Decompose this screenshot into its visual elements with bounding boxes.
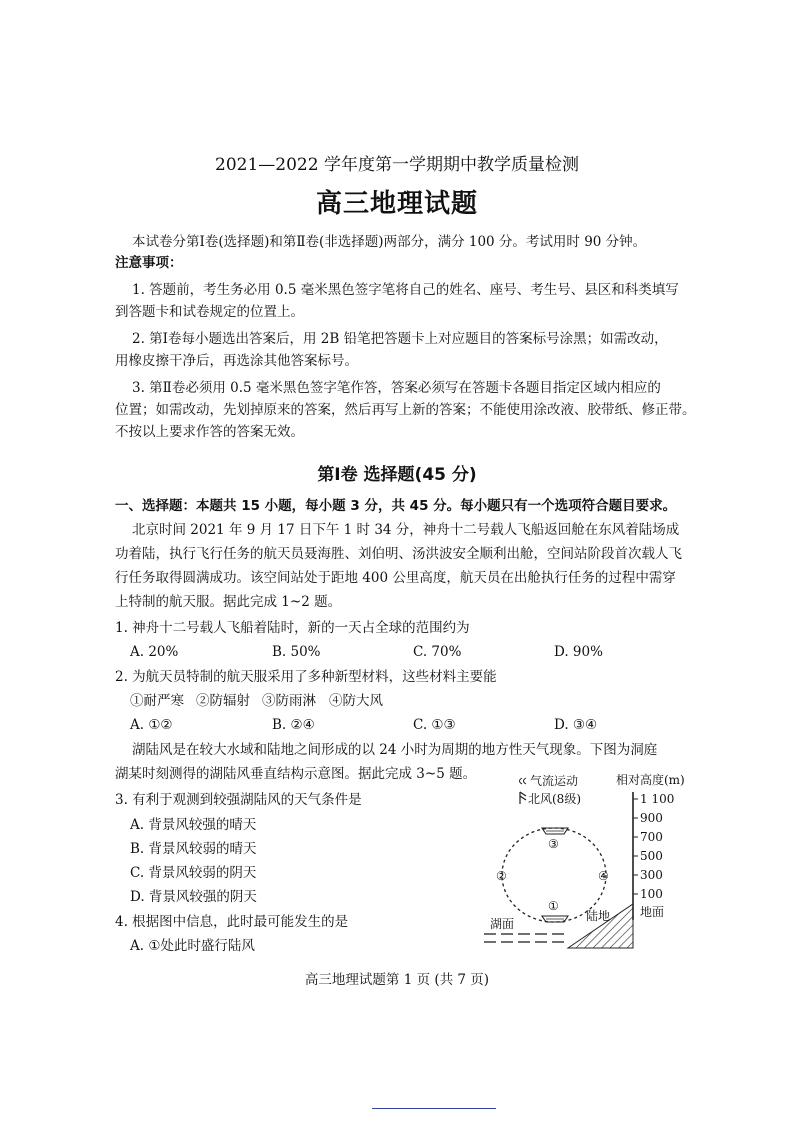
q2-item-4: ④防大风 bbox=[329, 693, 383, 709]
question-1-stem: 1. 神舟十二号载人飞船着陆时，新的一天占全球的范围约为 bbox=[115, 620, 470, 636]
notice-item-1-line-2: 到答题卡和试卷规定的位置上。 bbox=[115, 304, 304, 320]
bottom-link-underline bbox=[372, 1108, 496, 1109]
q2-item-1: ①耐严寒 bbox=[130, 693, 184, 709]
q2-option-c: C. ①③ bbox=[413, 717, 456, 733]
q4-option-a: A. ①处此时盛行陆风 bbox=[130, 938, 255, 954]
tick-label-1100: 1 100 bbox=[640, 792, 675, 806]
tick-label-300: 300 bbox=[640, 868, 663, 882]
q2-item-3: ③防雨淋 bbox=[262, 693, 316, 709]
page-title: 高三地理试题 bbox=[315, 189, 478, 219]
point-2-label: ② bbox=[496, 869, 507, 883]
q2-option-d: D. ③④ bbox=[554, 717, 598, 733]
lake-surface bbox=[484, 934, 564, 942]
q1-option-b: B. 50% bbox=[272, 644, 321, 660]
notice-item-3-line-1: 3. 第Ⅱ卷必须用 0.5 毫米黑色签字笔作答，答案必须写在答题卡各题目指定区域内相应的 bbox=[132, 380, 661, 396]
q2-option-b: B. ②④ bbox=[272, 717, 315, 733]
question-4-stem: 4. 根据图中信息，此时最可能发生的是 bbox=[115, 914, 349, 930]
notice-item-3-line-2: 位置；如需改动，先划掉原来的答案，然后再写上新的答案；不能使用涂改液、胶带纸、修正带。 bbox=[115, 402, 696, 418]
page-footer: 高三地理试题第 1 页 (共 7 页) bbox=[304, 972, 490, 988]
notice-item-2-line-2: 用橡皮擦干净后，再选涂其他答案标号。 bbox=[115, 353, 358, 369]
exam-subtitle: 2021—2022 学年度第一学期期中教学质量检测 bbox=[215, 155, 579, 175]
q3-option-b: B. 背景风较弱的晴天 bbox=[130, 841, 257, 857]
passage1-line-2: 功着陆，执行飞行任务的航天员聂海胜、刘伯明、汤洪波安全顺利出舱，空间站阶段首次载人飞 bbox=[115, 546, 682, 562]
q2-item-2: ②防辐射 bbox=[196, 693, 250, 709]
land-label: 陆地 bbox=[586, 909, 611, 923]
legend-airflow-icon bbox=[520, 778, 527, 784]
tick-label-500: 500 bbox=[640, 849, 663, 863]
point-3-label: ③ bbox=[548, 837, 559, 851]
part1-heading: 一、选择题：本题共 15 小题，每小题 3 分，共 45 分。每小题只有一个选项符合题目要求。 bbox=[115, 498, 677, 514]
passage1-line-4: 上特制的航天服。据此完成 1~2 题。 bbox=[115, 594, 342, 610]
passage1-line-1: 北京时间 2021 年 9 月 17 日下午 1 时 34 分，神舟十二号载人飞船返回舱在东风着陆场成 bbox=[132, 522, 680, 538]
intro-text: 本试卷分第Ⅰ卷(选择题)和第Ⅱ卷(非选择题)两部分，满分 100 分。考试用时 90 分钟。 bbox=[132, 234, 647, 250]
notice-item-3-line-3: 不按以上要求作答的答案无效。 bbox=[115, 424, 304, 440]
axis-title: 相对高度(m) bbox=[616, 773, 685, 787]
passage2-line-1: 湖陆风是在较大水域和陆地之间形成的以 24 小时为周期的地方性天气现象。下图为洞庭 bbox=[132, 742, 658, 758]
question-3-stem: 3. 有利于观测到较强湖陆风的天气条件是 bbox=[115, 792, 362, 808]
notice-heading: 注意事项： bbox=[115, 255, 183, 271]
legend-north-wind-label: 北风(8级) bbox=[528, 792, 581, 806]
notice-item-1-line-1: 1. 答题前，考生务必用 0.5 毫米黑色签字笔将自己的姓名、座号、考生号、县区和科类填写 bbox=[132, 282, 679, 298]
point-1-label: ① bbox=[548, 899, 559, 913]
legend-airflow-label: 气流运动 bbox=[530, 774, 579, 788]
q1-option-a: A. 20% bbox=[130, 644, 179, 660]
notice-item-2-line-1: 2. 第Ⅰ卷每小题选出答案后，用 2B 铅笔把答题卡上对应题目的答案标号涂黑；如需改动， bbox=[132, 331, 668, 347]
lake-land-breeze-diagram bbox=[482, 770, 702, 955]
q1-option-c: C. 70% bbox=[413, 644, 462, 660]
q1-option-d: D. 90% bbox=[554, 644, 603, 660]
tick-label-700: 700 bbox=[640, 830, 663, 844]
q3-option-d: D. 背景风较强的阴天 bbox=[130, 889, 257, 905]
section-title: 第Ⅰ卷 选择题(45 分) bbox=[317, 465, 477, 485]
q3-option-a: A. 背景风较强的晴天 bbox=[130, 817, 257, 833]
point-4-label: ④ bbox=[598, 869, 609, 883]
question-2-stem: 2. 为航天员特制的航天服采用了多种新型材料，这些材料主要能 bbox=[115, 669, 497, 685]
lake-label: 湖面 bbox=[490, 917, 515, 931]
ground-label: 地面 bbox=[640, 905, 665, 919]
passage1-line-3: 行任务取得圆满成功。该空间站处于距地 400 公里高度，航天员在出舱执行任务的过程中需穿 bbox=[115, 570, 676, 586]
bottom-wind-barb-icon bbox=[542, 916, 568, 922]
tick-label-900: 900 bbox=[640, 811, 663, 825]
legend-north-wind-icon bbox=[520, 792, 526, 804]
q2-option-a: A. ①② bbox=[130, 717, 173, 733]
tick-label-100: 100 bbox=[640, 887, 663, 901]
q3-option-c: C. 背景风较弱的阴天 bbox=[130, 865, 257, 881]
passage2-line-2: 湖某时刻测得的湖陆风垂直结构示意图。据此完成 3~5 题。 bbox=[115, 766, 477, 782]
